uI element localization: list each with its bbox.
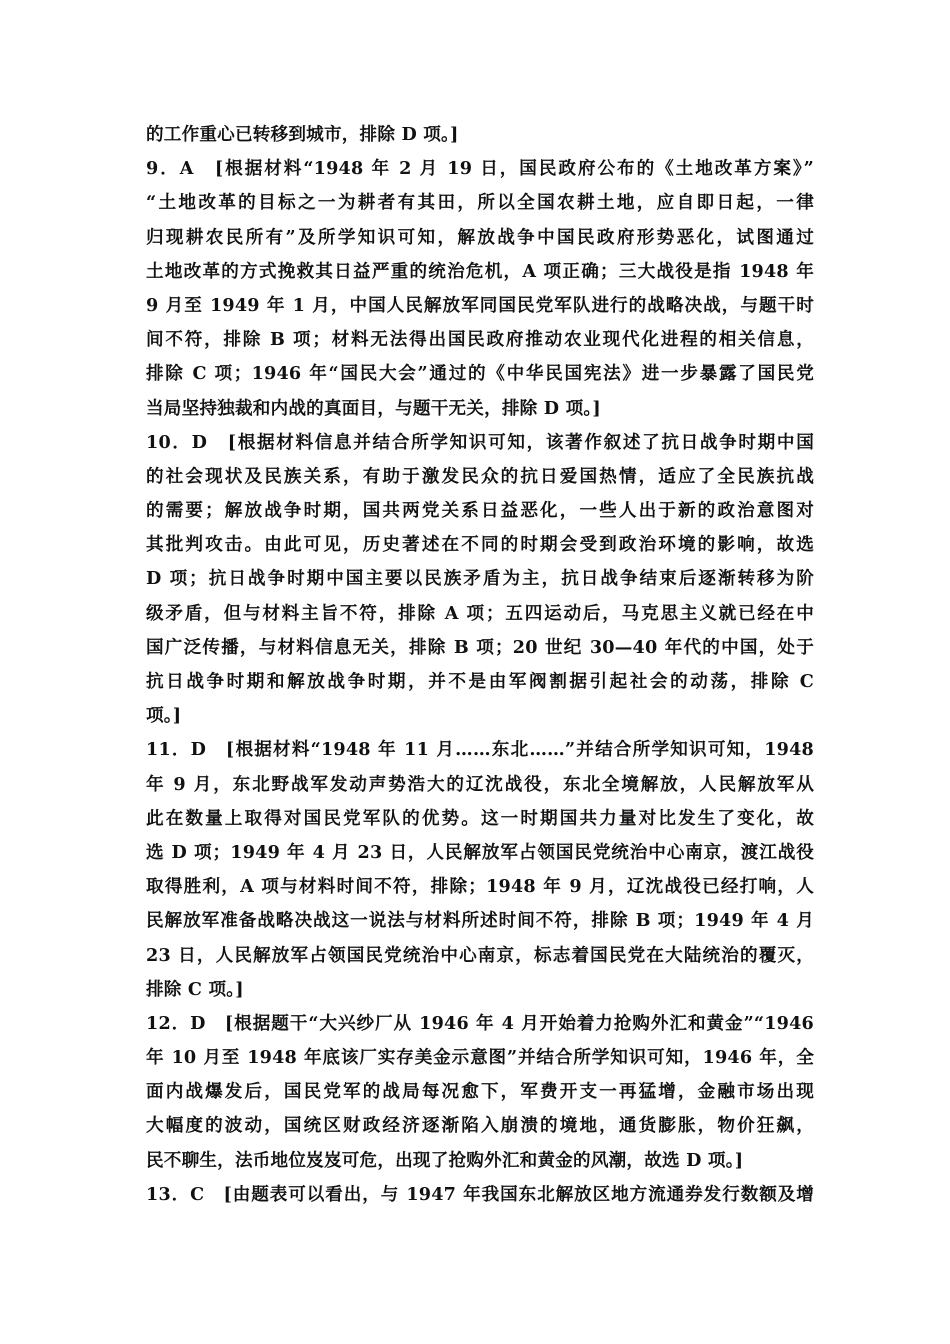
text-line: 23 日，人民解放军占领国民党统治中心南京，标志着国民党在大陆统治的覆灭， bbox=[146, 944, 814, 966]
answer-11-line: 11．D [根据材料“1948 年 11 月……东北……”并结合所学知识可知，1948 bbox=[146, 739, 814, 761]
text-line: 民不聊生，法币地位岌岌可危，出现了抢购外汇和黄金的风潮，故选 D 项。] bbox=[146, 1149, 744, 1171]
text-line: 此在数量上取得对国民党军队的优势。这一时期国共力量对比发生了变化，故 bbox=[146, 807, 814, 829]
text-line: 的工作重心已转移到城市，排除 D 项。] bbox=[146, 124, 459, 145]
text-line: 选 D 项；1949 年 4 月 23 日，人民解放军占领国民党统治中心南京，渡江战役 bbox=[146, 841, 814, 863]
text-line: 的需要；解放战争时期，国共两党关系日益恶化，一些人出于新的政治意图对 bbox=[146, 500, 814, 522]
text-line: D 项；抗日战争时期中国主要以民族矛盾为主，抗日战争结束后逐渐转移为阶 bbox=[146, 568, 814, 590]
text-line: 土地改革的方式挽救其日益严重的统治危机，A 项正确；三大战役是指 1948 年 bbox=[146, 260, 814, 282]
answer-9-line: 9．A [根据材料“1948 年 2 月 19 日，国民政府公布的《土地改革方案》” bbox=[146, 158, 814, 180]
text-line: “土地改革的目标之一为耕者有其田，所以全国农耕土地，应自即日起，一律 bbox=[146, 192, 814, 214]
text-line: 年 9 月，东北野战军发动声势浩大的辽沈战役，东北全境解放，人民解放军从 bbox=[146, 773, 814, 795]
text-line: 当局坚持独裁和内战的真面目，与题干无关，排除 D 项。] bbox=[146, 397, 601, 419]
text-line: 大幅度的波动，国统区财政经济逐渐陷入崩溃的境地，通货膨胀，物价狂飙， bbox=[146, 1115, 814, 1137]
text-line: 其批判攻击。由此可见，历史著述在不同的时期会受到政治环境的影响，故选 bbox=[146, 534, 814, 556]
answer-explanations bbox=[146, 118, 814, 1212]
text-line: 民解放军准备战略决战这一说法与材料所述时间不符，排除 B 项；1949 年 4 月 bbox=[146, 910, 814, 932]
text-line: 归现耕农民所有”及所学知识可知，解放战争中国民政府形势恶化，试图通过 bbox=[146, 226, 814, 248]
text-line: 取得胜利，A 项与材料时间不符，排除；1948 年 9 月，辽沈战役已经打响，人 bbox=[146, 876, 814, 898]
text-line: 年 10 月至 1948 年底该厂实存美金示意图”并结合所学知识可知，1946 年，全 bbox=[146, 1047, 814, 1069]
text-line: 级矛盾，但与材料主旨不符，排除 A 项；五四运动后，马克思主义就已经在中 bbox=[146, 602, 814, 624]
text-line: 排除 C 项；1946 年“国民大会”通过的《中华民国宪法》进一步暴露了国民党 bbox=[146, 363, 814, 385]
text-line: 抗日战争时期和解放战争时期，并不是由军阀割据引起社会的动荡，排除 C bbox=[146, 671, 814, 692]
text-line: 间不符，排除 B 项；材料无法得出国民政府推动农业现代化进程的相关信息， bbox=[146, 329, 814, 351]
text-line: 9 月至 1949 年 1 月，中国人民解放军同国民党军队进行的战略决战，与题干时 bbox=[146, 294, 814, 316]
answer-12-line: 12．D [根据题干“大兴纱厂从 1946 年 4 月开始着力抢购外汇和黄金”“1946 bbox=[146, 1012, 814, 1034]
text-line: 国广泛传播，与材料信息无关，排除 B 项；20 世纪 30—40 年代的中国，处于 bbox=[146, 636, 814, 658]
text-line: 的社会现状及民族关系，有助于激发民众的抗日爱国热情，适应了全民族抗战 bbox=[146, 465, 814, 487]
text-line: 面内战爆发后，国民党军的战局每况愈下，军费开支一再猛增，金融市场出现 bbox=[146, 1081, 814, 1103]
text-line: 项。] bbox=[146, 705, 182, 727]
answer-13-line: 13．C [由题表可以看出，与 1947 年我国东北解放区地方流通券发行数额及增 bbox=[146, 1183, 814, 1205]
text-line: 排除 C 项。] bbox=[146, 978, 244, 1000]
answer-10-line: 10．D [根据材料信息并结合所学知识可知，该著作叙述了抗日战争时期中国 bbox=[146, 431, 814, 453]
